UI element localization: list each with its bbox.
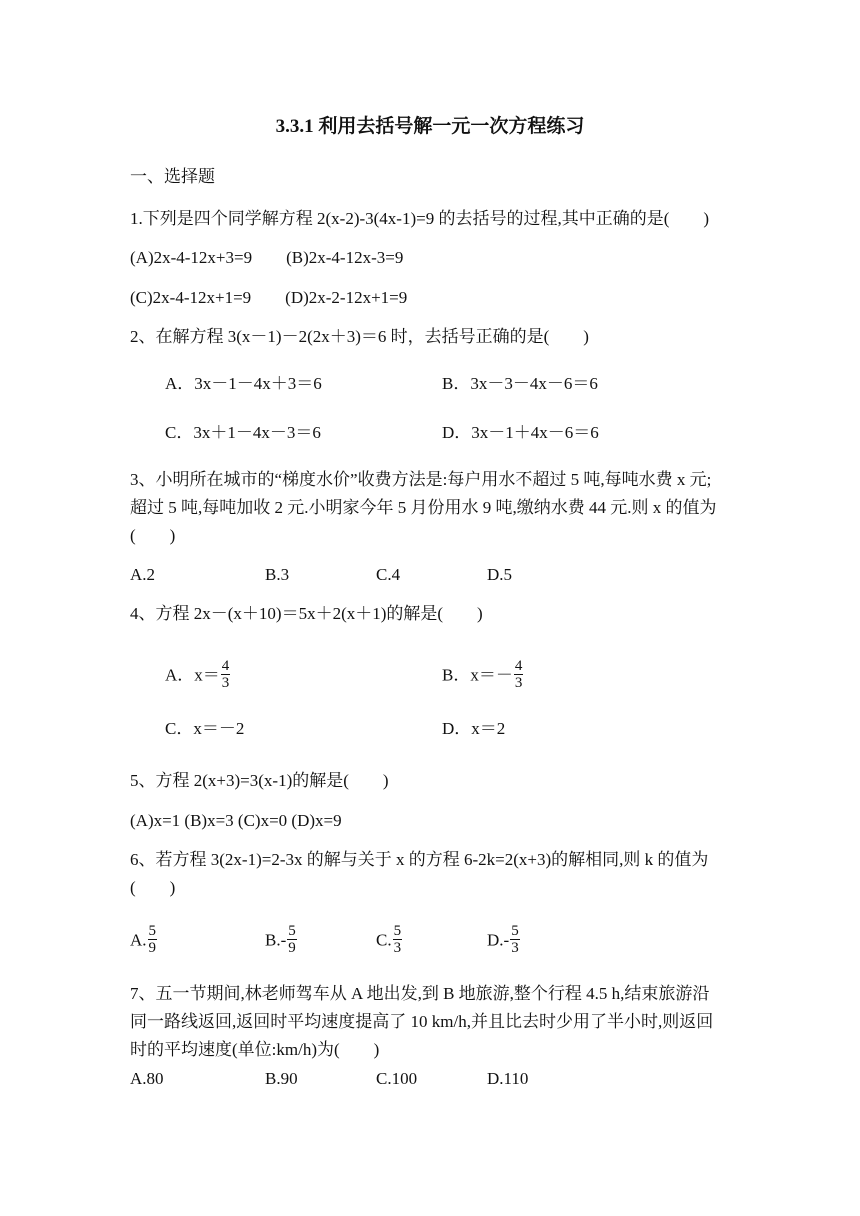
q6-option-b-fraction — [287, 923, 297, 956]
q3-option-c: C.4 — [376, 565, 401, 584]
q6-option-b — [265, 925, 298, 958]
fraction-denominator: 9 — [148, 940, 157, 956]
q5-options: (A)x=1 (B)x=3 (C)x=0 (D)x=9 — [130, 811, 342, 830]
q7-option-a: A.80 — [130, 1069, 164, 1088]
fraction-denominator: 3 — [393, 940, 402, 956]
q7-line3: 时的平均速度(单位:km/h)为( ) — [130, 1040, 380, 1059]
fraction-numerator: 4 — [221, 658, 230, 674]
q3-line3: ( ) — [130, 526, 176, 545]
q6-option-a — [130, 925, 158, 958]
q1-stem: 1.下列是四个同学解方程 2(x-2)-3(4x-1)=9 的去括号的过程,其中正确的是( ) — [130, 209, 710, 228]
q4-stem: 4、方程 2x－(x＋10)＝5x＋2(x＋1)的解是( ) — [130, 604, 483, 623]
q2-option-a: A．3x－1－4x＋3＝6 — [165, 374, 322, 393]
q2-option-b: B．3x－3－4x－6＝6 — [442, 374, 598, 393]
fraction-denominator: 3 — [514, 675, 523, 691]
q5-stem: 5、方程 2(x+3)=3(x-1)的解是( ) — [130, 771, 389, 790]
q4-option-a-fraction — [221, 658, 231, 691]
fraction-numerator: 5 — [288, 923, 296, 939]
q6-option-c — [376, 925, 403, 958]
q7-option-b: B.90 — [265, 1069, 298, 1088]
q7-line2: 同一路线返回,返回时平均速度提高了 10 km/h,并且比去时少用了半小时,则返回 — [130, 1012, 714, 1031]
q6-option-d-prefix: D.- — [487, 930, 510, 950]
fraction-numerator: 5 — [148, 923, 157, 939]
fraction-numerator: 4 — [514, 658, 523, 674]
q4-option-d: D．x＝2 — [442, 719, 506, 738]
q7-option-d: D.110 — [487, 1069, 529, 1088]
fraction-numerator: 5 — [511, 923, 519, 939]
q6-option-a-prefix: A. — [130, 930, 147, 950]
q3-option-b: B.3 — [265, 565, 290, 584]
q1-options-row2: (C)2x-4-12x+1=9 (D)2x-2-12x+1=9 — [130, 288, 408, 307]
q7-line1: 7、五一节期间,林老师驾车从 A 地出发,到 B 地旅游,整个行程 4.5 h,结束旅游沿 — [130, 984, 710, 1003]
q7-option-c: C.100 — [376, 1069, 418, 1088]
q4-option-c: C．x＝－2 — [165, 719, 245, 738]
q6-line2: ( ) — [130, 878, 176, 897]
fraction-denominator: 9 — [288, 940, 296, 956]
fraction-denominator: 3 — [221, 675, 230, 691]
q6-option-c-fraction — [393, 923, 403, 956]
page-title: 3.3.1 利用去括号解一元一次方程练习 — [275, 116, 585, 137]
q6-option-b-prefix: B.- — [265, 930, 287, 950]
q6-option-a-fraction — [148, 923, 158, 956]
q4-option-a — [165, 660, 231, 693]
q4-option-b-prefix: B．x＝－ — [442, 665, 513, 685]
q3-line1: 3、小明所在城市的“梯度水价”收费方法是:每户用水不超过 5 吨,每吨水费 x 元; — [130, 470, 712, 489]
section-heading: 一、选择题 — [130, 167, 215, 186]
q2-stem: 2、在解方程 3(x－1)－2(2x＋3)＝6 时，去括号正确的是( ) — [130, 327, 589, 346]
q6-option-c-prefix: C. — [376, 930, 392, 950]
q6-option-d — [487, 925, 521, 958]
q3-line2: 超过 5 吨,每吨加收 2 元.小明家今年 5 月份用水 9 吨,缴纳水费 44 元.则 x 的值为 — [130, 498, 717, 517]
fraction-denominator: 3 — [511, 940, 519, 956]
q4-option-b-fraction — [514, 658, 524, 691]
q3-option-a: A.2 — [130, 565, 156, 584]
q4-option-a-prefix: A．x＝ — [165, 665, 220, 685]
q3-option-d: D.5 — [487, 565, 513, 584]
q6-option-d-fraction — [510, 923, 520, 956]
q4-option-b — [442, 660, 524, 693]
fraction-numerator: 5 — [393, 923, 402, 939]
q1-options-row1: (A)2x-4-12x+3=9 (B)2x-4-12x-3=9 — [130, 248, 404, 267]
q6-line1: 6、若方程 3(2x-1)=2-3x 的解与关于 x 的方程 6-2k=2(x+3)的解相同,则 k 的值为 — [130, 850, 709, 869]
q2-option-d: D．3x－1＋4x－6＝6 — [442, 423, 599, 442]
q2-option-c: C．3x＋1－4x－3＝6 — [165, 423, 321, 442]
